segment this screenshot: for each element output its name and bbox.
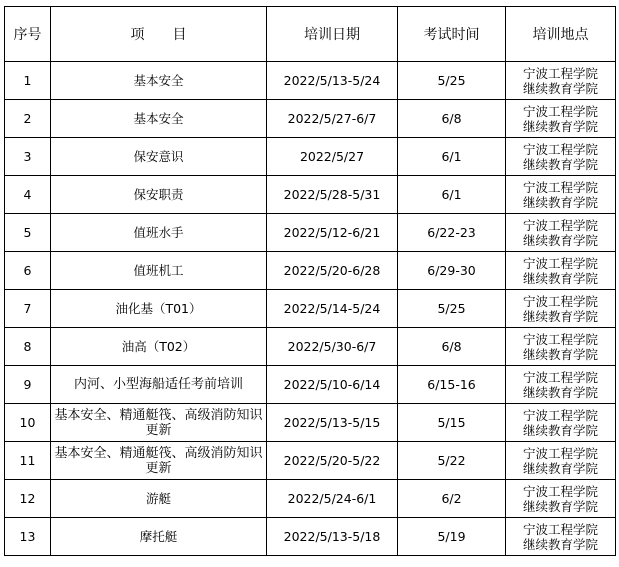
cell-course: 游艇 (51, 480, 267, 518)
cell-no: 6 (5, 252, 51, 290)
cell-course: 基本安全、精通艇筏、高级消防知识更新 (51, 442, 267, 480)
location-line-2: 继续教育学院 (522, 118, 598, 134)
location-line-2: 继续教育学院 (522, 80, 598, 96)
cell-train-date: 2022/5/27 (267, 138, 398, 176)
cell-course: 摩托艇 (51, 518, 267, 556)
cell-no: 3 (5, 138, 51, 176)
table-row (5, 176, 616, 214)
cell-course: 保安意识 (51, 138, 267, 176)
cell-exam-time: 6/8 (398, 328, 506, 366)
location-line-2: 继续教育学院 (522, 536, 598, 552)
table-body (5, 62, 616, 556)
cell-course: 基本安全、精通艇筏、高级消防知识更新 (51, 404, 267, 442)
cell-course: 值班水手 (51, 214, 267, 252)
location-line-2: 继续教育学院 (522, 156, 598, 172)
cell-location (506, 328, 616, 366)
cell-exam-time: 5/25 (398, 62, 506, 100)
header-course: 项 目 (51, 7, 267, 62)
cell-location (506, 252, 616, 290)
location-line-1: 宁波工程学院 (522, 141, 598, 157)
cell-location (506, 62, 616, 100)
location-line-2: 继续教育学院 (522, 498, 598, 514)
cell-exam-time: 6/22-23 (398, 214, 506, 252)
table-row (5, 100, 616, 138)
location-line-2: 继续教育学院 (522, 460, 598, 476)
cell-no: 4 (5, 176, 51, 214)
header-location: 培训地点 (506, 7, 616, 62)
cell-exam-time: 5/19 (398, 518, 506, 556)
header-no: 序号 (5, 7, 51, 62)
cell-course: 油化基（T01） (51, 290, 267, 328)
cell-location (506, 138, 616, 176)
cell-train-date: 2022/5/30-6/7 (267, 328, 398, 366)
cell-exam-time: 6/2 (398, 480, 506, 518)
cell-train-date: 2022/5/10-6/14 (267, 366, 398, 404)
cell-course: 基本安全 (51, 62, 267, 100)
table-row (5, 138, 616, 176)
cell-train-date: 2022/5/20-6/28 (267, 252, 398, 290)
location-line-2: 继续教育学院 (522, 194, 598, 210)
location-line-1: 宁波工程学院 (522, 445, 598, 461)
table-row (5, 366, 616, 404)
cell-location (506, 366, 616, 404)
location-line-1: 宁波工程学院 (522, 65, 598, 81)
cell-course: 内河、小型海船适任考前培训 (51, 366, 267, 404)
location-line-2: 继续教育学院 (522, 270, 598, 286)
cell-location (506, 214, 616, 252)
cell-exam-time: 5/22 (398, 442, 506, 480)
table-row (5, 62, 616, 100)
cell-no: 12 (5, 480, 51, 518)
header-train-date: 培训日期 (267, 7, 398, 62)
location-line-2: 继续教育学院 (522, 308, 598, 324)
cell-course: 油高（T02） (51, 328, 267, 366)
cell-no: 11 (5, 442, 51, 480)
table-row (5, 480, 616, 518)
cell-location (506, 100, 616, 138)
table-row (5, 214, 616, 252)
cell-no: 9 (5, 366, 51, 404)
cell-exam-time: 5/25 (398, 290, 506, 328)
cell-train-date: 2022/5/13-5/15 (267, 404, 398, 442)
cell-location (506, 518, 616, 556)
location-line-1: 宁波工程学院 (522, 521, 598, 537)
table-row (5, 290, 616, 328)
location-line-1: 宁波工程学院 (522, 369, 598, 385)
header-row (5, 7, 616, 62)
location-line-1: 宁波工程学院 (522, 255, 598, 271)
cell-location (506, 176, 616, 214)
table-row (5, 252, 616, 290)
cell-train-date: 2022/5/13-5/18 (267, 518, 398, 556)
cell-course: 保安职责 (51, 176, 267, 214)
cell-train-date: 2022/5/12-6/21 (267, 214, 398, 252)
location-line-2: 继续教育学院 (522, 384, 598, 400)
cell-location (506, 404, 616, 442)
location-line-1: 宁波工程学院 (522, 331, 598, 347)
table-row (5, 404, 616, 442)
cell-location (506, 290, 616, 328)
table-row (5, 328, 616, 366)
cell-no: 1 (5, 62, 51, 100)
location-line-1: 宁波工程学院 (522, 407, 598, 423)
cell-train-date: 2022/5/27-6/7 (267, 100, 398, 138)
cell-exam-time: 6/15-16 (398, 366, 506, 404)
cell-no: 2 (5, 100, 51, 138)
cell-no: 10 (5, 404, 51, 442)
cell-train-date: 2022/5/13-5/24 (267, 62, 398, 100)
cell-train-date: 2022/5/20-5/22 (267, 442, 398, 480)
location-line-1: 宁波工程学院 (522, 103, 598, 119)
cell-train-date: 2022/5/28-5/31 (267, 176, 398, 214)
table-row (5, 442, 616, 480)
location-line-2: 继续教育学院 (522, 346, 598, 362)
cell-exam-time: 6/29-30 (398, 252, 506, 290)
cell-no: 13 (5, 518, 51, 556)
cell-exam-time: 6/1 (398, 138, 506, 176)
cell-train-date: 2022/5/24-6/1 (267, 480, 398, 518)
header-exam-time: 考试时间 (398, 7, 506, 62)
table-header (5, 7, 616, 62)
location-line-2: 继续教育学院 (522, 232, 598, 248)
cell-location (506, 442, 616, 480)
cell-location (506, 480, 616, 518)
location-line-1: 宁波工程学院 (522, 293, 598, 309)
cell-no: 5 (5, 214, 51, 252)
location-line-1: 宁波工程学院 (522, 217, 598, 233)
cell-exam-time: 6/1 (398, 176, 506, 214)
cell-no: 7 (5, 290, 51, 328)
location-line-1: 宁波工程学院 (522, 483, 598, 499)
training-schedule-table (4, 6, 616, 556)
cell-exam-time: 5/15 (398, 404, 506, 442)
cell-exam-time: 6/8 (398, 100, 506, 138)
table-row (5, 518, 616, 556)
cell-course: 基本安全 (51, 100, 267, 138)
cell-course: 值班机工 (51, 252, 267, 290)
location-line-2: 继续教育学院 (522, 422, 598, 438)
location-line-1: 宁波工程学院 (522, 179, 598, 195)
cell-train-date: 2022/5/14-5/24 (267, 290, 398, 328)
cell-no: 8 (5, 328, 51, 366)
